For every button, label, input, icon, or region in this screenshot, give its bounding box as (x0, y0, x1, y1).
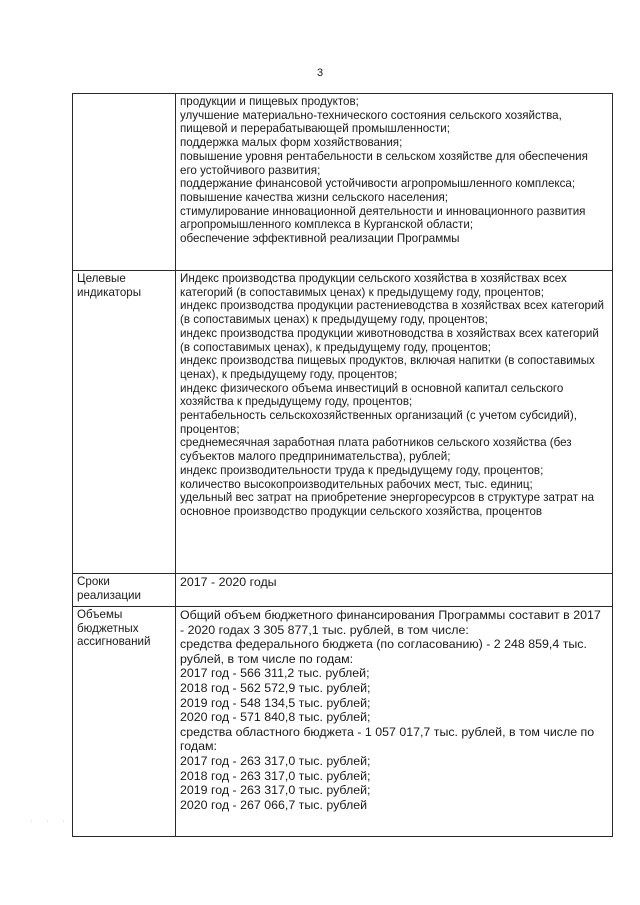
content-line: средства областного бюджета - 1 057 017,7 тыс. рублей, в том числе по годам: (180, 724, 595, 754)
content-line: индекс физического объема инвестиций в основной капитал сельского хозяйства к предыдущему году, процентов; (180, 381, 564, 409)
row-content (176, 94, 613, 271)
content-line: Индекс производства продукции сельского хозяйства в хозяйствах всех категорий (в сопоставимых ценах) к предыдущему году, процентов; (180, 272, 567, 299)
content-line: индекс производства продукции животноводства в хозяйствах всех категорий (в сопоставимых ценах), к предыдущему году, процентов; (180, 326, 599, 354)
content-line: поддержка малых форм хозяйствования; (180, 136, 403, 150)
content-line: 2019 год - 548 134,5 тыс. рублей; (180, 695, 371, 710)
scan-artifact-specks: · · · (30, 818, 71, 825)
table-row-budget-allocations (73, 607, 613, 837)
content-line: 2017 год - 566 311,2 тыс. рублей; (180, 666, 370, 681)
page-number: 3 (316, 67, 324, 79)
content-line: 2018 год - 263 317,0 тыс. рублей; (180, 768, 371, 783)
content-line: 2020 год - 267 066,7 тыс. рублей (180, 797, 368, 812)
content-line: повышение качества жизни сельского населения; (180, 190, 449, 204)
content-line: количество высокопроизводительных рабочих мест, тыс. единиц; (180, 477, 533, 491)
row-content (176, 574, 613, 607)
content-line: 2018 год - 562 572,9 тыс. рублей; (180, 680, 371, 695)
content-line: 2019 год - 263 317,0 тыс. рублей; (180, 783, 371, 798)
row-label: Целевые индикаторы (73, 271, 176, 574)
content-line: продукции и пищевых продуктов; (180, 95, 359, 108)
content-line: рентабельность сельскохозяйственных организаций (с учетом субсидий), процентов; (180, 409, 577, 436)
content-line: удельный вес затрат на приобретение энергоресурсов в структуре затрат на основное производство продукции сельского хозяйства, процентов (180, 491, 595, 518)
table-row-goals-continued (73, 94, 613, 271)
content-line: средства федерального бюджета (по согласованию) - 2 248 859,4 тыс. рублей, в том числе по годам: (180, 637, 587, 666)
content-line: индекс производства пищевых продуктов, включая напитки (в сопоставимых ценах), к предыдущему году, процентов; (180, 354, 595, 381)
content-line: повышение уровня рентабельности в сельском хозяйстве для обеспечения его устойчивого развития; (180, 149, 588, 177)
content-line: Общий объем бюджетного финансирования Программы составит в 2017 - 2020 годах 3 305 877,1 тыс. рублей, в том числе: (180, 608, 601, 637)
row-content (176, 271, 613, 574)
content-line: среднемесячная заработная плата работников сельского хозяйства (без субъектов малого предпринимательства), рублей; (180, 436, 572, 464)
program-passport-table (72, 93, 613, 837)
content-line: 2017 - 2020 годы (180, 575, 277, 589)
content-line: 2017 год - 263 317,0 тыс. рублей; (180, 753, 371, 768)
row-label: Объемы бюджетных ассигнований (73, 607, 176, 837)
content-line: улучшение материально-технического состояния сельского хозяйства, пищевой и перерабатывающей промышленности; (180, 108, 562, 136)
content-line: поддержание финансовой устойчивости агропромышленного комплекса; (180, 177, 576, 191)
content-line: 2020 год - 571 840,8 тыс. рублей; (180, 710, 371, 725)
content-line: обеспечение эффективной реализации Программы (180, 232, 460, 246)
row-label (73, 94, 176, 271)
row-content (176, 607, 613, 837)
table-row-implementation-period (73, 574, 613, 607)
content-line: стимулирование инновационной деятельности и инновационного развития агропромышленного комплекса в Курганской области; (180, 204, 586, 232)
content-line: индекс производительности труда к предыдущему году, процентов; (180, 463, 544, 477)
content-line: индекс производства продукции растениеводства в хозяйствах всех категорий (в сопоставимых ценах) к предыдущему году, процентов; (180, 299, 604, 327)
row-label: Сроки реализации (73, 574, 176, 607)
table-row-target-indicators (73, 271, 613, 574)
